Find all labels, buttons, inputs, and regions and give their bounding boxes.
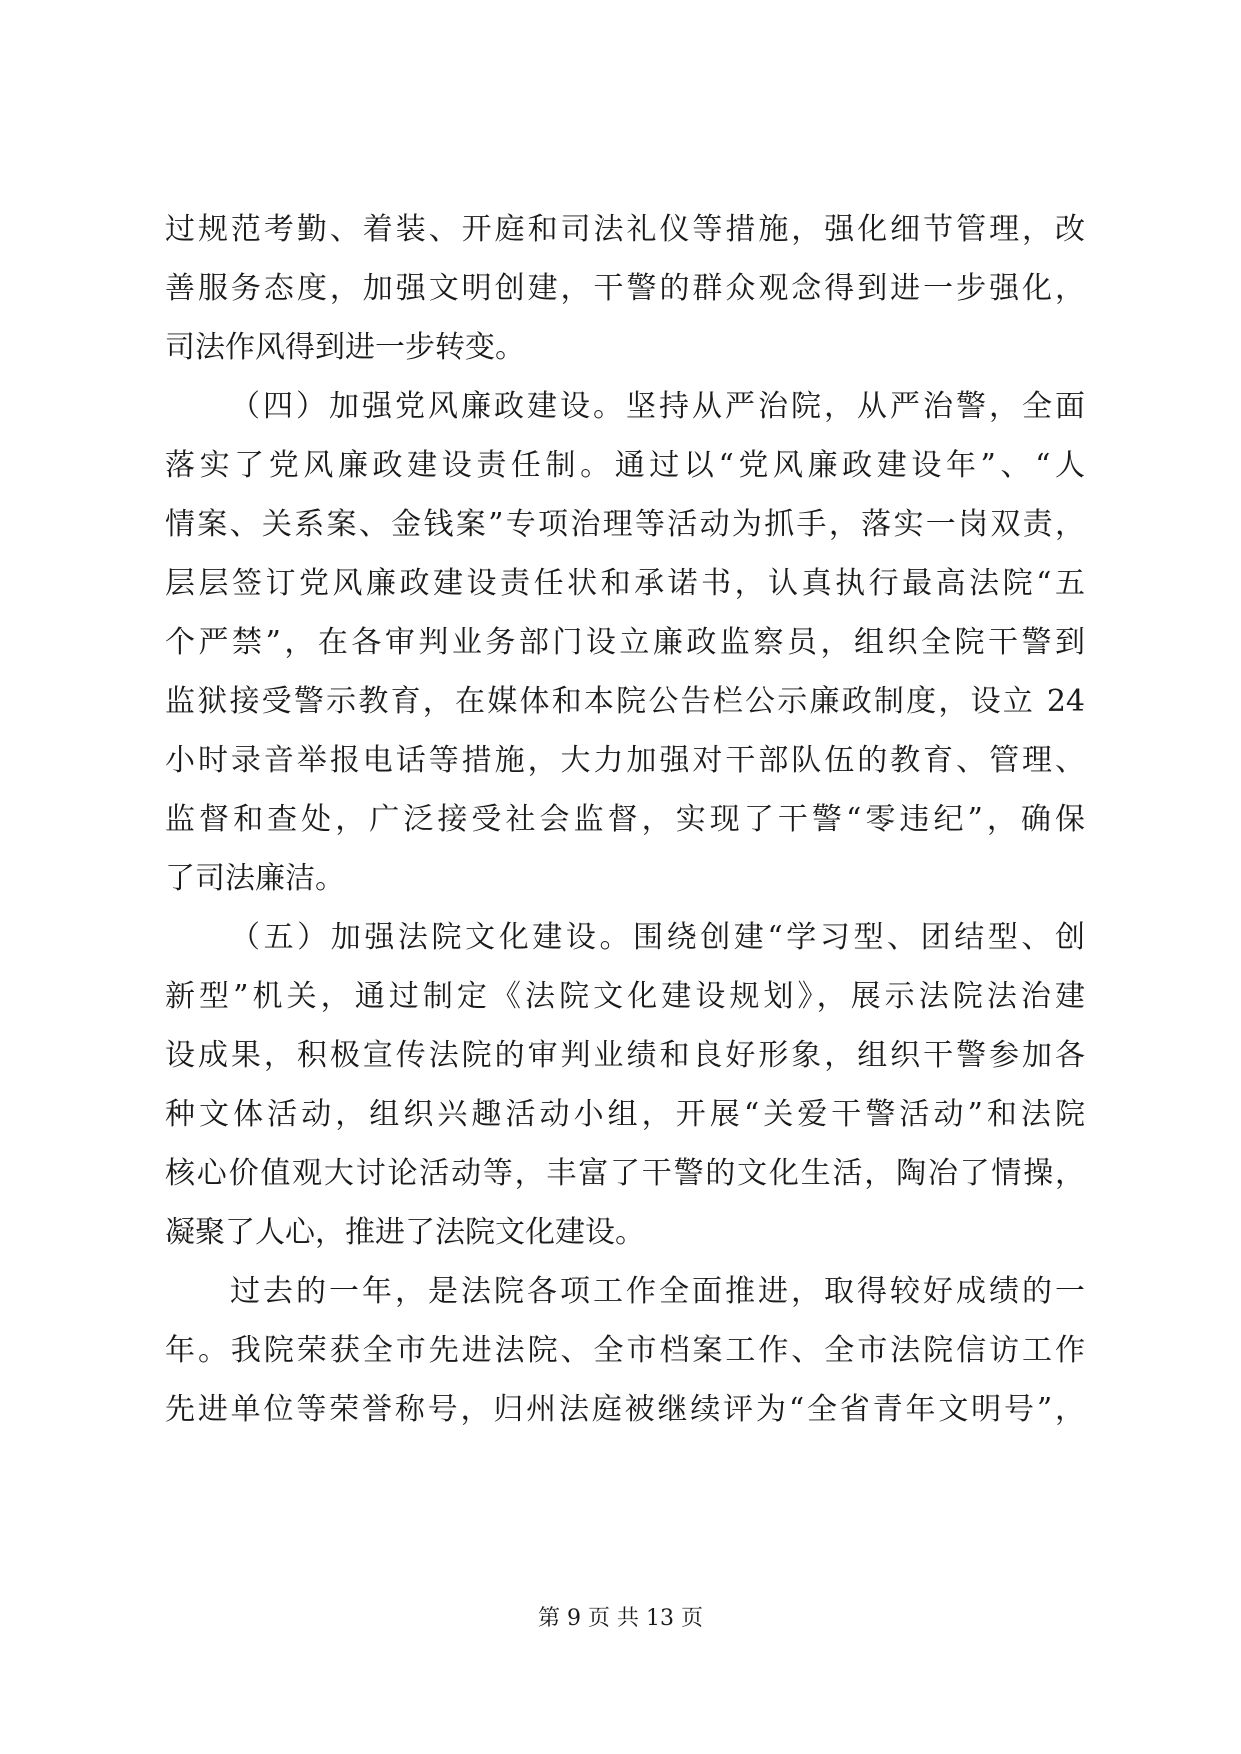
text-line: 监督和查处，广泛接受社会监督，实现了干警“零违纪”，确保 <box>165 802 1085 837</box>
paragraph-heading-5: （五）加强法院文化建设。围绕创建“学习型、团结型、创 <box>230 920 1085 955</box>
text-line: 落实了党风廉政建设责任制。通过以“党风廉政建设年”、“人 <box>165 448 1085 483</box>
text-line: 个严禁”，在各审判业务部门设立廉政监察员，组织全院干警到 <box>165 625 1085 660</box>
text-line: 年。我院荣获全市先进法院、全市档案工作、全市法院信访工作 <box>165 1333 1085 1368</box>
text-line: 先进单位等荣誉称号，归州法庭被继续评为“全省青年文明号”， <box>165 1392 1085 1427</box>
page-number-footer: 第 9 页 共 13 页 <box>538 1606 703 1631</box>
paragraph-start: 过去的一年，是法院各项工作全面推进，取得较好成绩的一 <box>230 1274 1085 1309</box>
text-line: 司法作风得到进一步转变。 <box>165 330 525 365</box>
text-line: 善服务态度，加强文明创建，干警的群众观念得到进一步强化， <box>165 271 1085 306</box>
text-line: 凝聚了人心，推进了法院文化建设。 <box>165 1215 645 1250</box>
text-line: 过规范考勤、着装、开庭和司法礼仪等措施，强化细节管理，改 <box>165 212 1085 247</box>
text-line: 设成果，积极宣传法院的审判业绩和良好形象，组织干警参加各 <box>165 1038 1085 1073</box>
text-line: 小时录音举报电话等措施，大力加强对干部队伍的教育、管理、 <box>165 743 1085 778</box>
text-line: 核心价值观大讨论活动等，丰富了干警的文化生活，陶冶了情操， <box>165 1156 1085 1191</box>
text-line: 情案、关系案、金钱案”专项治理等活动为抓手，落实一岗双责， <box>165 507 1085 542</box>
text-line: 种文体活动，组织兴趣活动小组，开展“关爱干警活动”和法院 <box>165 1097 1085 1132</box>
text-line: 了司法廉洁。 <box>165 861 345 896</box>
paragraph-heading-4: （四）加强党风廉政建设。坚持从严治院，从严治警，全面 <box>230 389 1085 424</box>
text-line: 新型”机关，通过制定《法院文化建设规划》，展示法院法治建 <box>165 979 1085 1014</box>
text-line: 层层签订党风廉政建设责任状和承诺书，认真执行最高法院“五 <box>165 566 1085 601</box>
text-line: 监狱接受警示教育，在媒体和本院公告栏公示廉政制度，设立 24 <box>165 684 1085 719</box>
